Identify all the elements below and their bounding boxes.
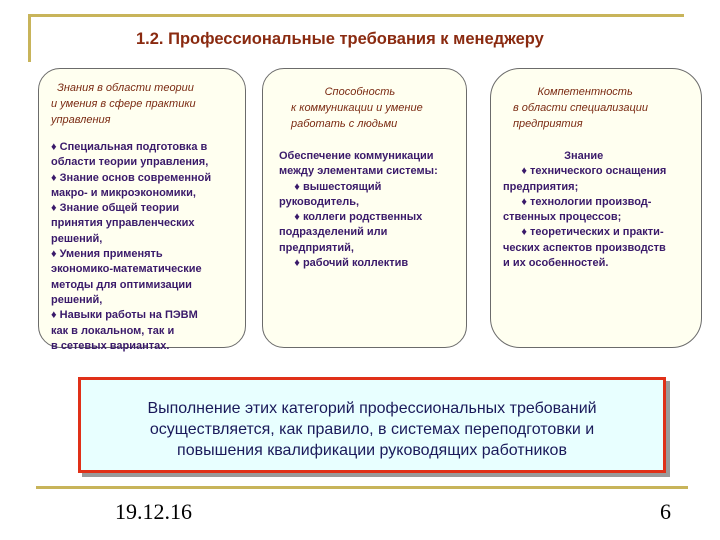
card-competence — [490, 68, 702, 348]
card-competence-heading: Компетентность в области специализации предприятия — [513, 86, 649, 130]
footer-date: 19.12.16 — [115, 499, 192, 524]
summary-note — [78, 377, 666, 473]
card-communication — [262, 68, 467, 348]
card-knowledge-body: ♦ Специальная подготовка в области теории управления, ♦ Знание основ современной макро- и микроэкономики, ♦ Знание общей теории принятия управленческих решений, ♦ Умения применять экономико-математические методы для оптимизации решений, ♦ Навыки работы на ПЭВМ как в локальном, так и в сетевых вариантах. — [51, 141, 212, 352]
footer-page-number: 6 — [660, 499, 671, 524]
title-rule-top — [28, 14, 684, 17]
title-rule-left — [28, 14, 31, 62]
summary-note-text: Выполнение этих категорий профессиональных требований осуществляется, как правило, в системах переподготовки и повышения квалификации руководящих работников — [147, 400, 597, 459]
card-knowledge — [38, 68, 246, 352]
card-communication-body: Обеспечение коммуникации между элементами системы: ♦ вышестоящий руководитель, ♦ коллеги родственных подразделений или предприятий, ♦ рабочий коллектив — [279, 150, 438, 270]
card-knowledge-heading: Знания в области теории и умения в сфере практики управления — [51, 82, 196, 126]
footer-rule — [36, 486, 688, 489]
slide-title: 1.2. Профессиональные требования к менеджеру — [136, 30, 544, 48]
card-communication-heading: Способность к коммуникации и умение работать с людьми — [291, 86, 423, 130]
card-competence-body: Знание ♦ технического оснащения предприятия; ♦ технологии производ- ственных процессов; ♦ теоретических и практи- ческих аспектов производств и их особенностей. — [503, 150, 667, 270]
